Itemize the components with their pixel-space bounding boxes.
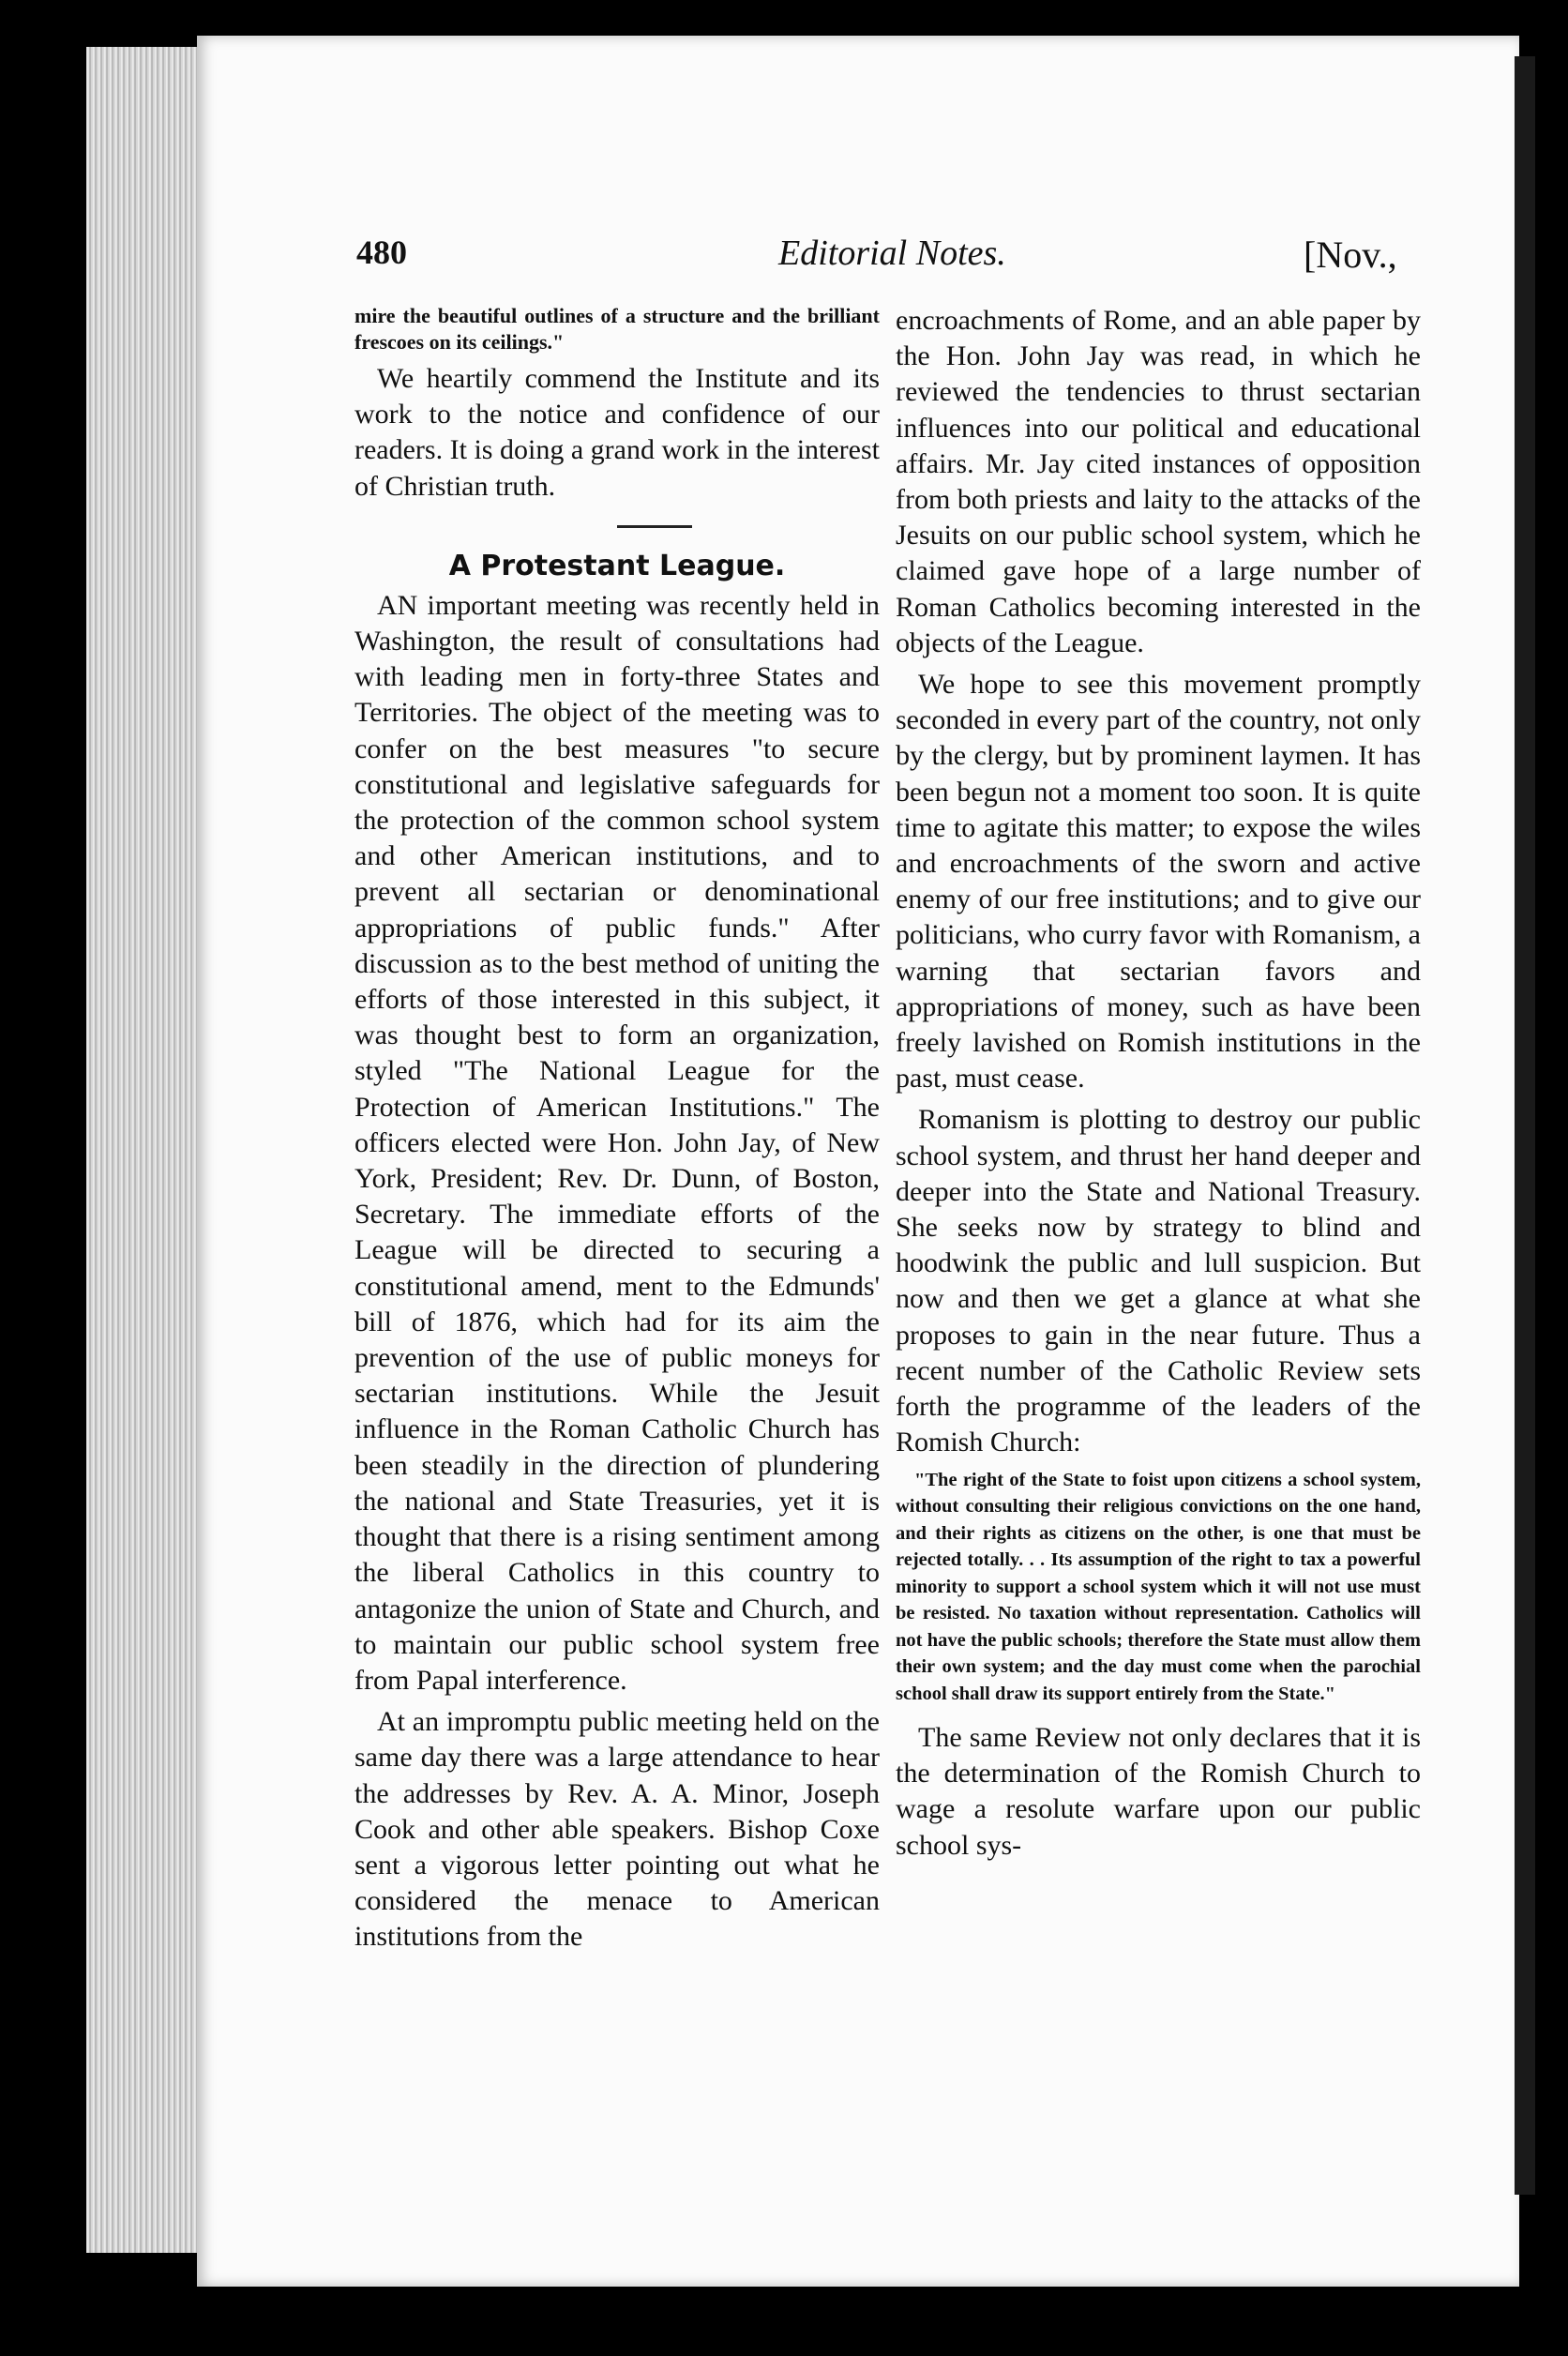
left-column [354,303,880,1956]
running-head-month: [Nov., [1304,234,1397,276]
block-quote: "The right of the State to foist upon citizens a school system, without consulting their religious convictions on the one hand, and their rights as citizens on the other, is one that must be rejected totally. . . Its assumption of the right to tax a powerful minority to support a school system which it will not use must be resisted. No taxation without representation. Catholics will not have the public schools; therefore the State must allow them their own system; and the day must come when the parochial school shall draw its support entirely from the State." [896,1469,1421,1704]
paragraph-romanism: Romanism is plotting to destroy our public school system, and thrust her hand deeper and deeper into the State and National Treasury. She seeks now by strategy to blind and hoodwink the public and lull suspicion. But now and then we get a glance at what she proposes to gain in the near future. Thus a recent number of the Catholic Review sets forth the programme of the leaders of the Romish Church: [896,1104,1421,1458]
paragraph-continued: encroachments of Rome, and an able paper by the Hon. John Jay was read, in which he reviewed the tendencies to thrust sectarian influences into our political and educational affairs. Mr. Jay cited instances of opposition from both priests and laity to the attacks of the Jesuits on our public school system, which he claimed gave hope of a large number of Roman Catholics becoming interested in the objects of the League. [896,305,1421,658]
book-page [197,36,1519,2287]
paragraph-league-2: At an impromptu public meeting held on the same day there was a large attendance to hear the addresses by Rev. A. A. Minor, Joseph Cook and other able speakers. Bishop Coxe sent a vigorous letter pointing out what he considered the menace to American institutions from the [354,1706,880,1953]
book-page-edges [86,47,208,2253]
running-head [197,233,1519,279]
paragraph-hope: We hope to see this movement promptly seconded in every part of the country, not only by the clergy, but by prominent laymen. It has been begun not a moment too soon. It is quite time to agitate this matter; to expose the wiles and encroachments of the sworn and active enemy of our free institutions; and to give our politicians, who curry favor with Romanism, a warning that sectarian favors and appropriations of money, such as have been freely lavished on Romish institutions in the past, must cease. [896,669,1421,1095]
book-right-edge [1515,56,1535,2195]
section-divider [617,525,692,528]
section-heading: A Protestant League. [448,549,786,582]
continued-quote: mire the beautiful outlines of a structure and the brilliant frescoes on its ceilings." [354,304,880,354]
paragraph-institute: We heartily commend the Institute and its work to the notice and confidence of our readers. It is doing a grand work in the interest of Christian truth. [354,363,880,502]
running-head-title: Editorial Notes. [778,234,1006,273]
page-number: 480 [356,234,407,271]
paragraph-league-1: AN important meeting was recently held in Washington, the result of consultations had with leading men in forty-three States and Territories. The object of the meeting was to confer on the best measures "to secure constitutional and legislative safeguards for the protection of the common school system and other American institutions, and to prevent all sectarian or denominational appropriations of public funds." After discussion as to the best method of uniting the efforts of those interested in this subject, it was thought best to form an organization, styled "The National League for the Protection of American Institutions." The officers elected were Hon. John Jay, of New York, President; Rev. Dr. Dunn, of Boston, Secretary. The immediate efforts of the League will be directed to securing a constitutional amend, ment to the Edmunds' bill of 1876, which had for its aim the prevention of the use of public moneys for sectarian institutions. While the Jesuit influence in the Roman Catholic Church has been steadily in the direction of plundering the national and State Treasuries, yet it is thought that there is a rising sentiment among the liberal Catholics in this country to antagonize the union of State and Church, and to maintain our public school system free from Papal interference. [354,589,880,1696]
paragraph-final: The same Review not only declares that it is the determination of the Romish Church to wage a resolute warfare upon our public school sys- [896,1722,1421,1861]
right-column [896,303,1421,1864]
